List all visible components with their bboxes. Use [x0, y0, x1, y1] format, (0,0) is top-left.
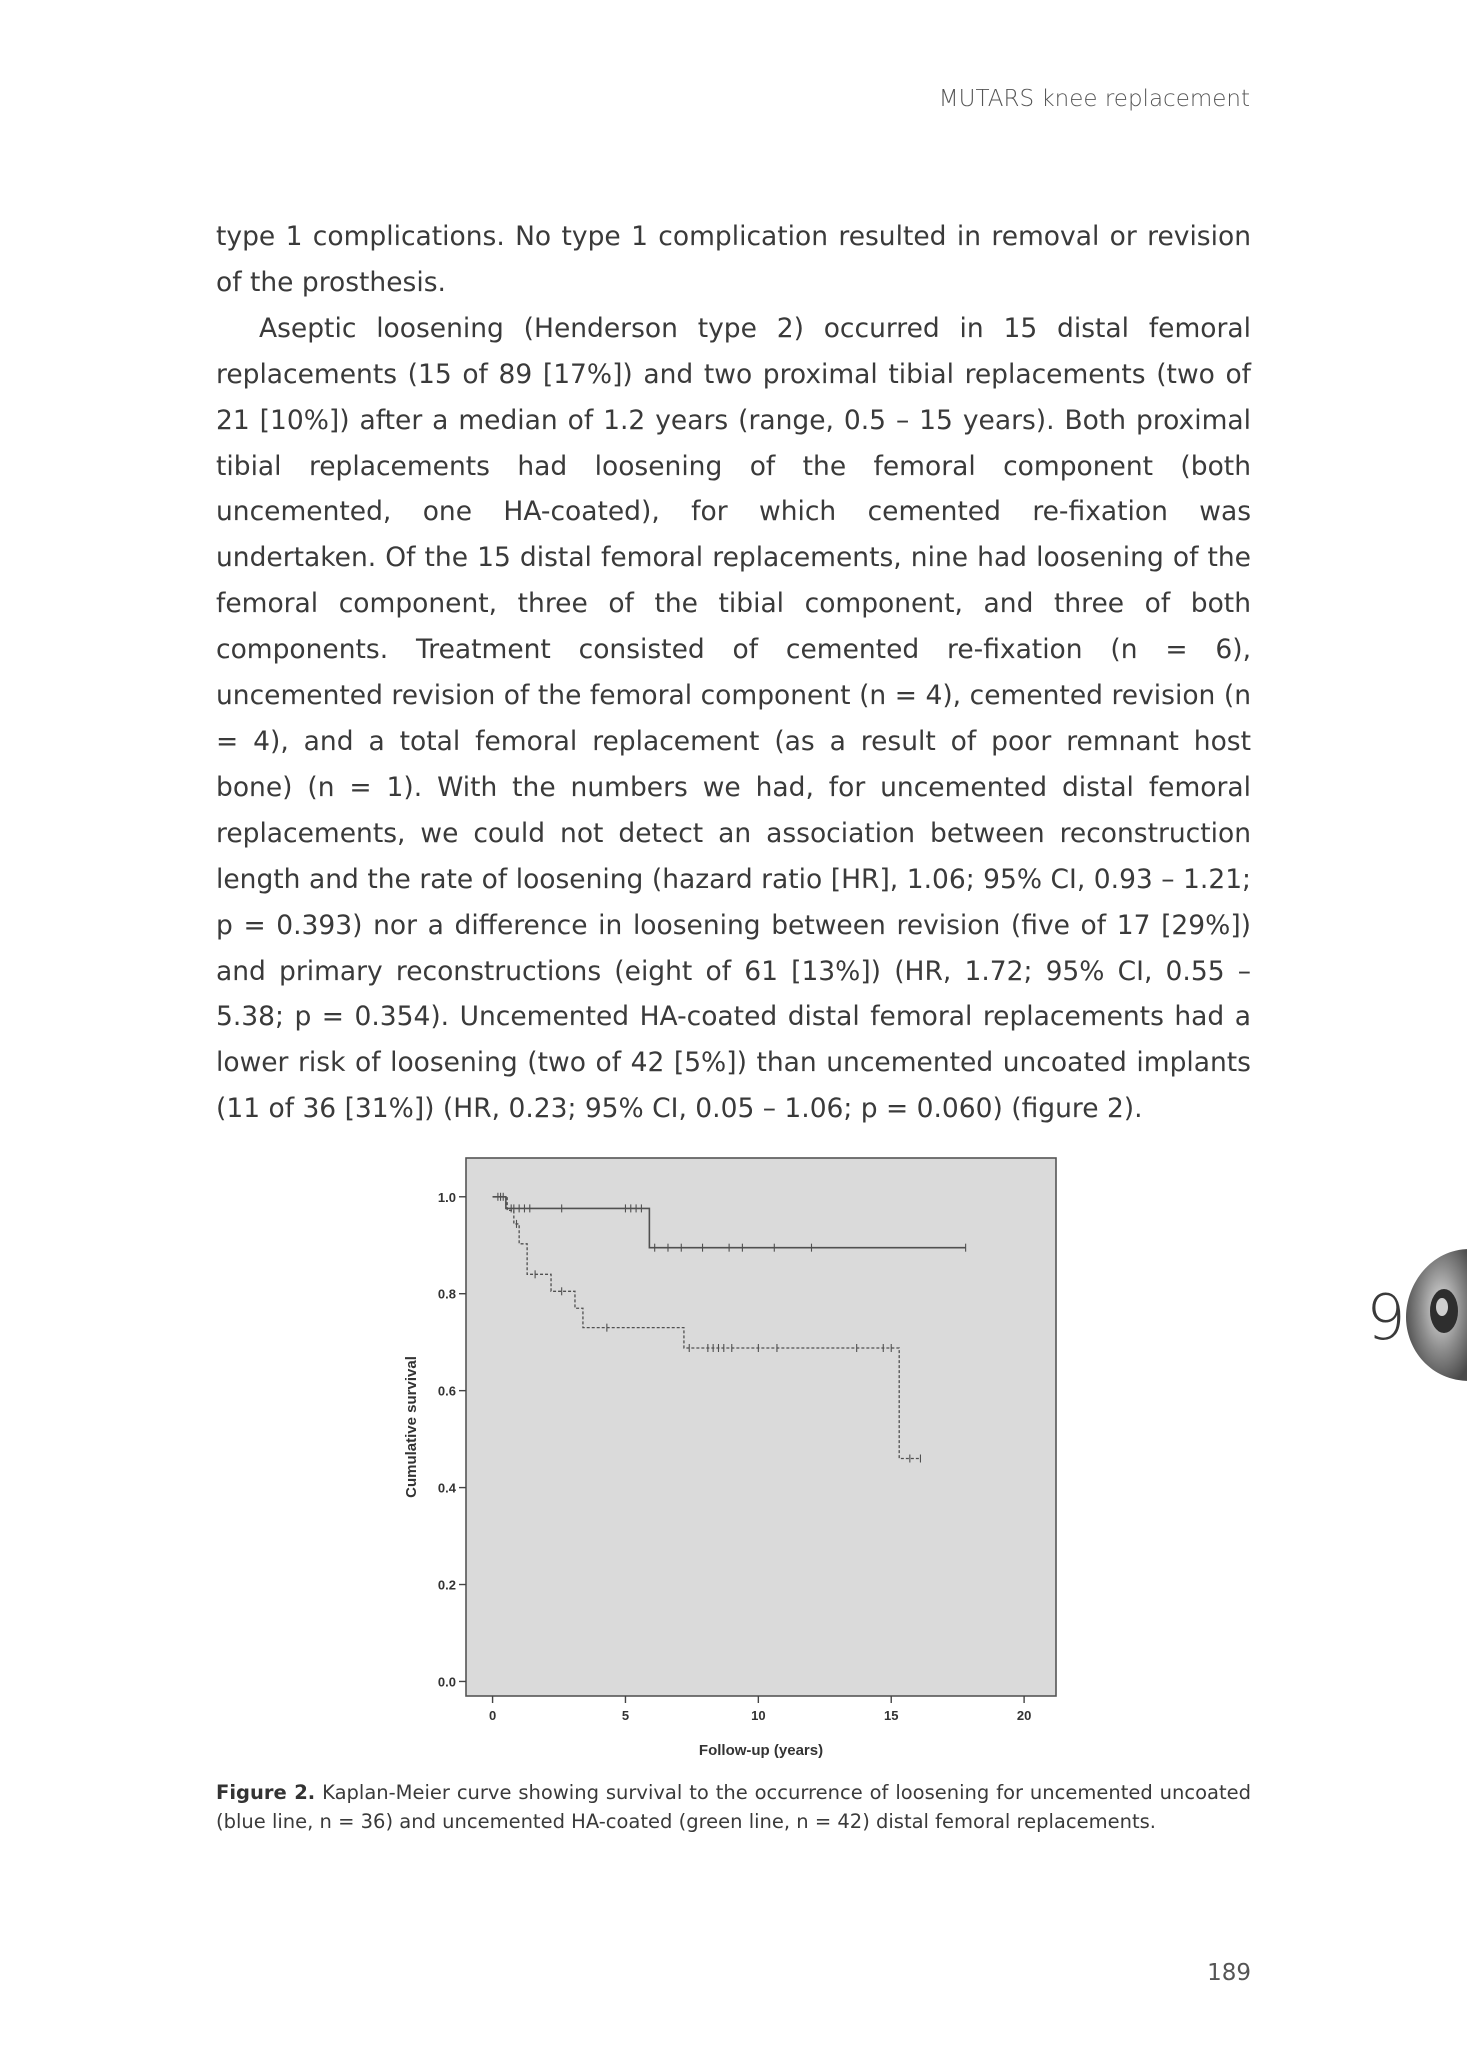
- figure-caption: [216, 1778, 1251, 1836]
- paragraph-1: type 1 complications. No type 1 complication resulted in removal or revision of the prosthesis.: [216, 221, 1251, 298]
- y-tick-label: 0.2: [437, 1577, 456, 1593]
- figure-label: Figure 2.: [216, 1781, 316, 1804]
- figure-caption-text: Kaplan-Meier curve showing survival to the occurrence of loosening for uncemented uncoated (blue line, n = 36) and uncemented HA-coated (green line, n = 42) distal femoral replacements.: [216, 1781, 1252, 1833]
- y-tick-label: 0.4: [437, 1480, 456, 1496]
- kaplan-meier-figure: [390, 1148, 1090, 1768]
- page-number: 189: [1207, 1960, 1251, 1986]
- x-tick-label: 10: [751, 1708, 766, 1723]
- x-tick-label: 15: [883, 1708, 899, 1723]
- y-tick-label: 0.6: [437, 1383, 456, 1399]
- y-tick-label: 0.8: [437, 1286, 456, 1302]
- y-axis-label: Cumulative survival: [403, 1356, 420, 1498]
- x-axis-label: Follow-up (years): [698, 1742, 824, 1759]
- x-tick-label: 5: [621, 1708, 630, 1723]
- chapter-tab: [1360, 1245, 1467, 1385]
- plot-area: [466, 1158, 1056, 1696]
- chapter-number: 9: [1366, 1281, 1406, 1354]
- running-title: MUTARS knee replacement: [938, 86, 1250, 112]
- x-tick-label: 0: [488, 1708, 497, 1723]
- y-tick-label: 0.0: [437, 1674, 456, 1690]
- body-text: [216, 214, 1251, 1132]
- y-tick-label: 1.0: [437, 1189, 456, 1205]
- x-tick-label: 20: [1016, 1708, 1032, 1723]
- paragraph-2: Aseptic loosening (Henderson type 2) occurred in 15 distal femoral replacements (15 of 89 [17%]) and two proximal tibial replacements (two of 21 [10%]) after a median of 1.2 years (range, 0.5 – 15 years). Both proximal tibial replacements had loosening of the femoral component (both uncemented, one HA-coated), for which cemented re-fixation was undertaken. Of the 15 distal femoral replacements, nine had loosening of the femoral component, three of the tibial component, and three of both components. Treatment consisted of cemented re-fixation (n = 6), uncemented revision of the femoral component (n = 4), cemented revision (n = 4), and a total femoral replacement (as a result of poor remnant host bone) (n = 1). With the numbers we had, for uncemented distal femoral replacements, we could not detect an association between reconstruction length and the rate of loosening (hazard ratio [HR], 1.06; 95% CI, 0.93 – 1.21; p = 0.393) nor a difference in loosening between revision (five of 17 [29%]) and primary reconstructions (eight of 61 [13%]) (HR, 1.72; 95% CI, 0.55 – 5.38; p = 0.354). Uncemented HA-coated distal femoral replacements had a lower risk of loosening (two of 42 [5%]) than uncemented uncoated implants (11 of 36 [31%]) (HR, 0.23; 95% CI, 0.05 – 1.06; p = 0.060) (figure 2).: [216, 312, 1251, 1125]
- kaplan-meier-chart: [390, 1148, 1090, 1768]
